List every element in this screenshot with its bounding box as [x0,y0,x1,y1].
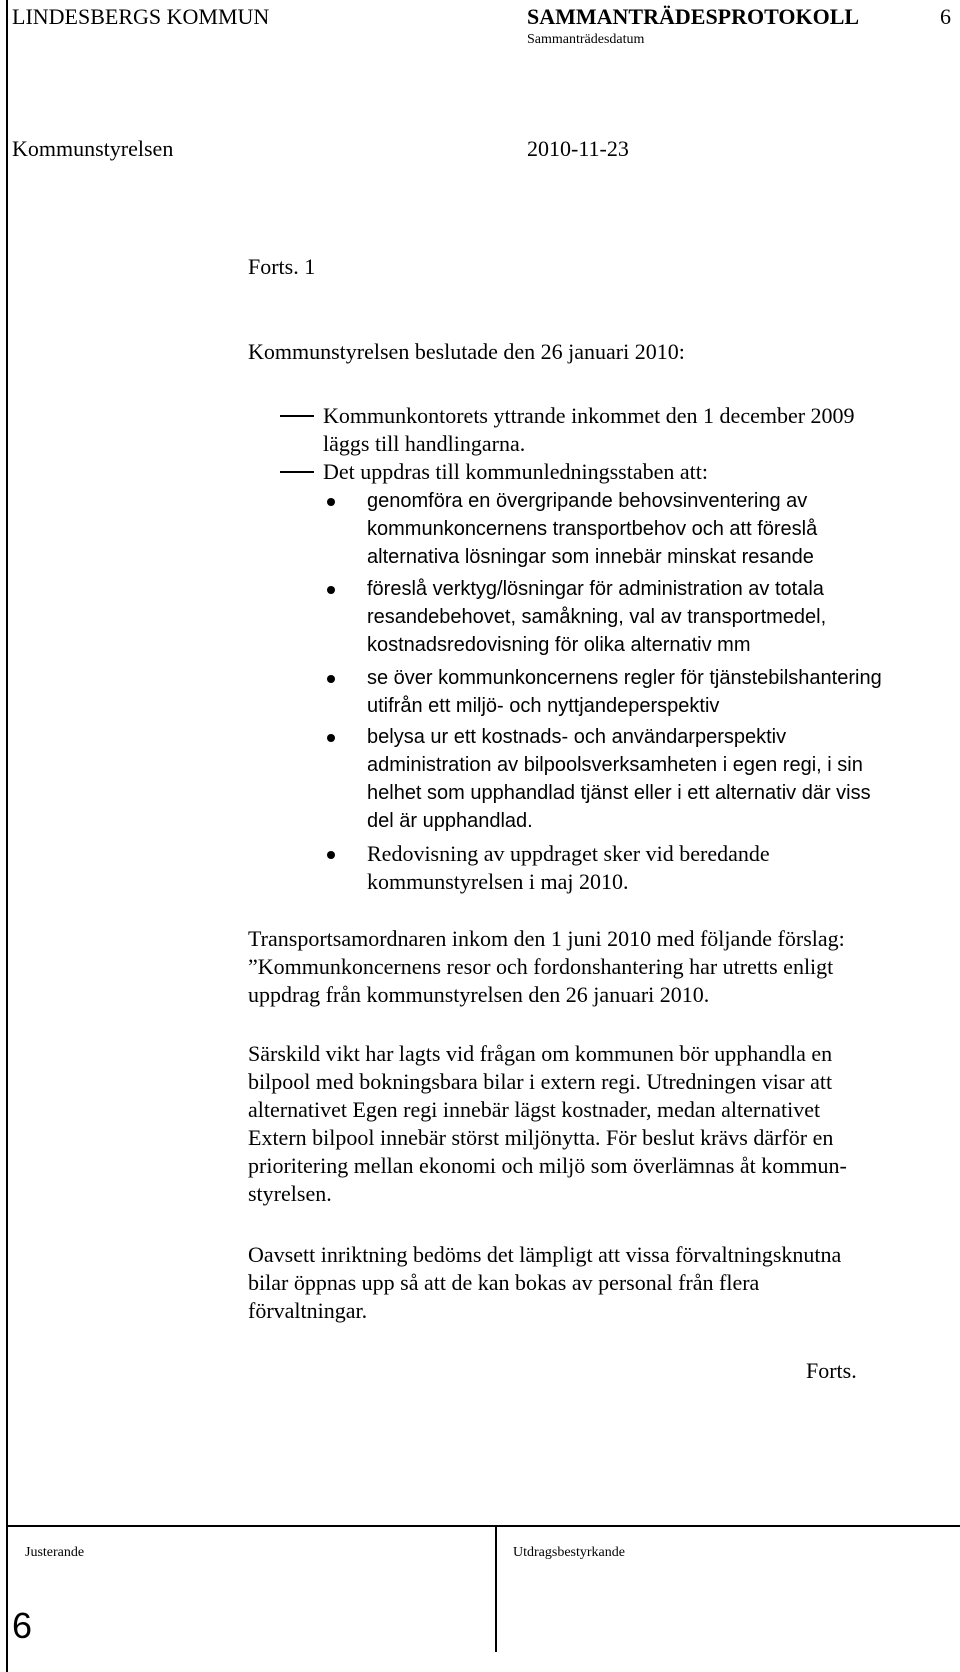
bullet-list-item [327,723,871,835]
dash-list-item [280,402,855,458]
paragraph-line: Särskild vikt har lagts vid frågan om kommunen bör upphandla en [248,1041,833,1066]
document-type: SAMMANTRÄDESPROTOKOLL [527,4,860,29]
bullet-line: kommunstyrelsen i maj 2010. [367,869,629,894]
paragraph-line: alternativet Egen regi innebär lägst kostnader, medan alternativet [248,1097,821,1122]
paragraph-line: ”Kommunkoncernens resor och fordonshantering har utretts enligt [248,954,834,979]
bullet-line: administration av bilpoolsverksamheten i egen regi, i sin [367,754,863,776]
justerande-label: Justerande [25,1545,85,1560]
footer-page-number: 6 [12,1605,33,1646]
bullet-list-item [327,487,817,571]
header-page-number: 6 [940,4,951,29]
municipality-name: LINDESBERGS KOMMUN [12,4,270,29]
dash-marker [280,471,314,473]
dash-item-line: Kommunkontorets yttrande inkommet den 1 december 2009 [323,403,855,428]
utdragsbestyrkande-label: Utdragsbestyrkande [513,1545,625,1560]
paragraph-line: förvaltningar. [248,1298,368,1323]
dash-marker [280,415,314,417]
continuation-label: Forts. 1 [248,254,316,279]
bullet-line: belysa ur ett kostnads- och användarperspektiv [367,726,787,748]
decision-intro: Kommunstyrelsen beslutade den 26 januari 2010: [248,339,685,364]
bullet-list-item [327,664,882,720]
footer-rule [6,1525,960,1527]
bullet-line: föreslå verktyg/lösningar för administration av totala [367,578,824,600]
paragraph-line: Transportsamordnaren inkom den 1 juni 2010 med följande förslag: [248,926,845,951]
bullet-marker [327,851,335,859]
continuation-footer-label: Forts. [806,1358,857,1383]
dash-list-item [280,458,708,486]
paragraph [248,1241,841,1325]
bullet-marker [327,586,335,594]
bullet-marker [327,734,335,742]
bullet-line: kostnadsredovisning för olika alternativ mm [367,634,751,656]
bullet-line: alternativa lösningar som innebär minskat resande [367,546,814,568]
bullet-list-item [327,840,770,896]
bullet-line: kommunkoncernens transportbehov och att föreslå [367,518,818,540]
bullet-line: se över kommunkoncernens regler för tjänstebilshantering [367,667,882,689]
bullet-marker [327,675,335,683]
bullet-line: Redovisning av uppdraget sker vid beredande [367,841,770,866]
paragraph-line: Oavsett inriktning bedöms det lämpligt att vissa förvaltningsknutna [248,1242,842,1267]
bullet-line: helhet som upphandlad tjänst eller i ett alternativ där viss [367,782,871,804]
paragraph [248,925,845,1009]
bullet-line: utifrån ett miljö- och nyttjandeperspektiv [367,695,720,717]
left-margin-line [6,0,8,1672]
paragraph [248,1040,847,1208]
meeting-date: 2010-11-23 [527,136,629,161]
bullet-line: del är upphandlad. [367,810,533,832]
paragraph-line: uppdrag från kommunstyrelsen den 26 januari 2010. [248,982,710,1007]
bullet-marker [327,498,335,506]
footer-divider [495,1527,497,1652]
paragraph-line: bilar öppnas upp så att de kan bokas av personal från flera [248,1270,760,1295]
bullet-line: genomföra en övergripande behovsinventering av [367,490,808,512]
body-name: Kommunstyrelsen [12,136,174,161]
paragraph-line: Extern bilpool innebär störst miljönytta. För beslut krävs därför en [248,1125,834,1150]
paragraph-line: bilpool med bokningsbara bilar i extern regi. Utredningen visar att [248,1069,833,1094]
paragraph-line: prioritering mellan ekonomi och miljö som överlämnas åt kommun- [248,1153,847,1178]
bullet-list-item [327,575,826,659]
bullet-line: resandebehovet, samåkning, val av transportmedel, [367,606,827,628]
dash-item-line: Det uppdras till kommunledningsstaben att: [323,459,708,484]
paragraph-line: styrelsen. [248,1181,332,1206]
meeting-date-label: Sammanträdesdatum [527,32,645,47]
dash-item-line: läggs till handlingarna. [323,431,526,456]
